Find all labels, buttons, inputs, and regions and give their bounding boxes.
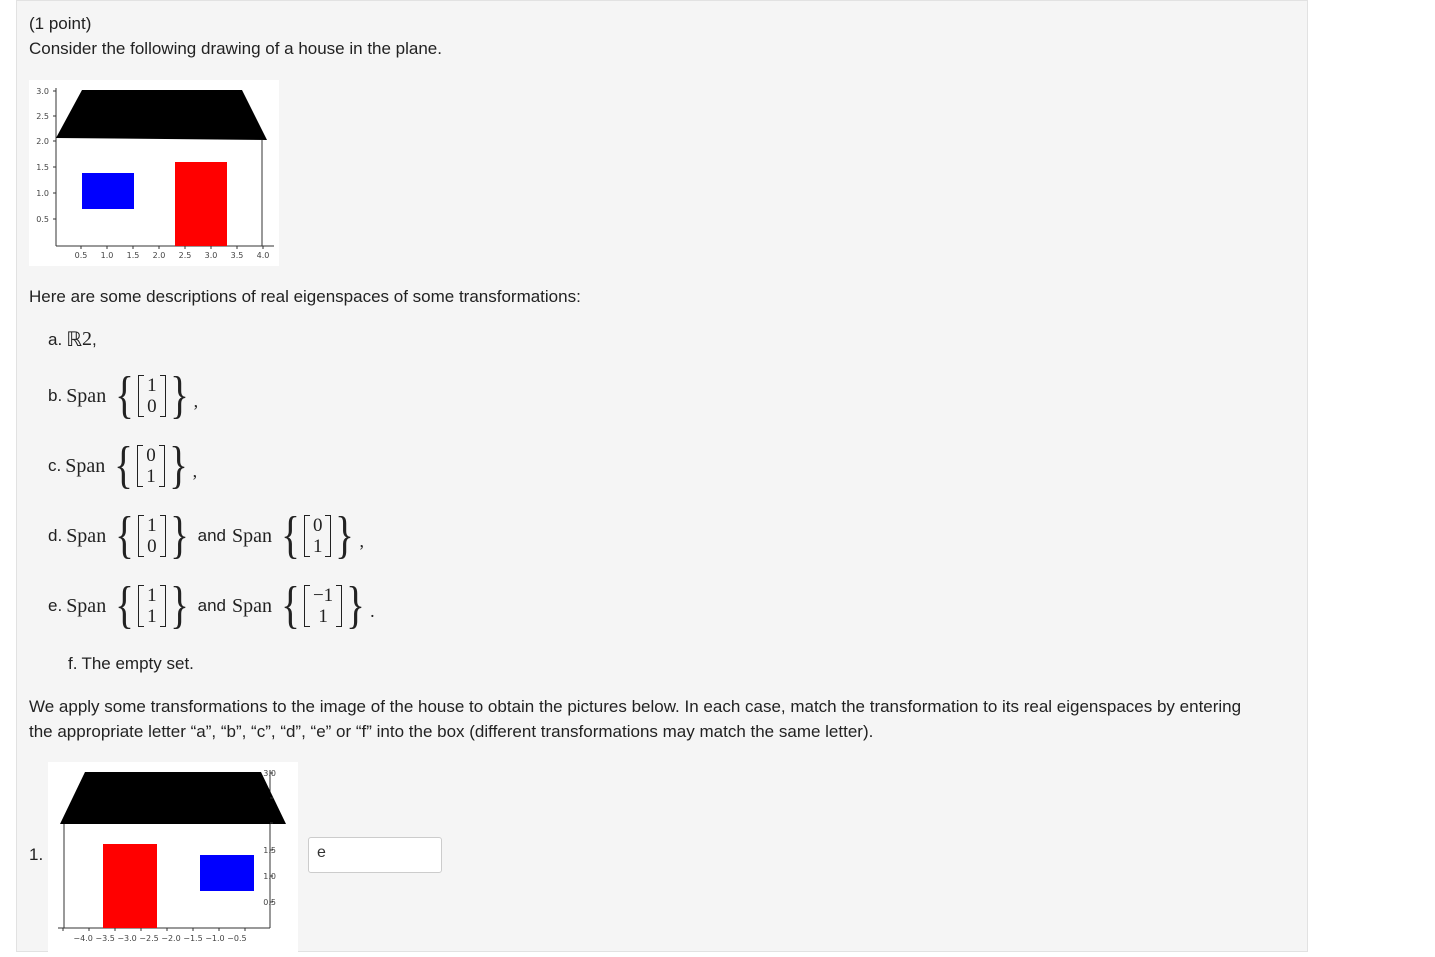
option-suffix: , xyxy=(192,461,198,481)
y-tick: 1.0 xyxy=(36,189,49,198)
vector: −1 1 xyxy=(304,585,342,627)
option-text: The empty set. xyxy=(81,654,194,673)
right-brace: } xyxy=(168,437,188,494)
option-label: a. xyxy=(48,329,63,349)
right-brace: } xyxy=(169,507,189,564)
roof-shape xyxy=(60,772,286,824)
vector: 0 1 xyxy=(137,445,165,487)
window-shape xyxy=(82,173,134,209)
instructions-line-1: We apply some transformations to the image of the house to obtain the pictures below. In each case, match the transformation to its real eigenspaces by entering xyxy=(29,697,1242,716)
left-brace: { xyxy=(115,577,135,634)
left-brace: { xyxy=(114,437,134,494)
x-tick: 3.5 xyxy=(230,251,244,260)
x-tick: 3.0 xyxy=(204,251,218,260)
right-brace: } xyxy=(169,577,189,634)
y-tick: 1.0 xyxy=(263,872,276,881)
right-brace: } xyxy=(169,367,189,424)
x-tick: 2.0 xyxy=(152,251,166,260)
x-tick: 4.0 xyxy=(256,251,270,260)
option-label: e. xyxy=(48,596,63,615)
y-tick: 1.5 xyxy=(263,846,276,855)
question-number: 1. xyxy=(29,845,44,864)
instructions-line-2: the appropriate letter “a”, “b”, “c”, “d”, “e” or “f” into the box (different transformations may match the same letter). xyxy=(29,722,874,741)
descriptions-intro: Here are some descriptions of real eigenspaces of some transformations: xyxy=(29,287,581,306)
answer-input-1[interactable]: e xyxy=(308,837,442,873)
y-tick: 3.0 xyxy=(36,87,49,96)
and-word: and xyxy=(197,596,226,615)
x-tick: 0.5 xyxy=(74,251,88,260)
y-tick: 3.0 xyxy=(263,769,276,778)
option-suffix: . xyxy=(370,601,375,621)
option-suffix: , xyxy=(193,391,199,411)
original-house-svg xyxy=(29,80,279,266)
option-label: c. xyxy=(48,456,62,475)
door-shape xyxy=(103,844,157,928)
x-tick-labels: −4.0 −3.5 −3.0 −2.5 −2.0 −1.5 −1.0 −0.5 xyxy=(73,934,247,943)
span-word: Span xyxy=(66,384,107,407)
original-house-plot xyxy=(29,80,279,266)
span-word: Span xyxy=(232,594,272,617)
exponent: 2 xyxy=(82,328,93,350)
option-d xyxy=(48,507,364,564)
option-e xyxy=(48,577,375,634)
right-brace: } xyxy=(346,577,366,634)
vector: 1 0 xyxy=(138,375,166,417)
option-label: f. xyxy=(68,654,78,673)
option-label: b. xyxy=(48,386,63,405)
option-a xyxy=(48,327,97,352)
window-shape xyxy=(200,855,254,891)
option-b xyxy=(48,367,199,424)
transformed-house-plot xyxy=(48,762,298,952)
left-brace: { xyxy=(281,507,300,564)
and-word: and xyxy=(197,526,226,545)
roof-shape xyxy=(56,90,267,140)
option-suffix: , xyxy=(359,531,364,551)
x-tick: 1.0 xyxy=(100,251,114,260)
y-tick: 0.5 xyxy=(263,898,276,907)
right-brace: } xyxy=(335,507,355,564)
option-label: d. xyxy=(48,526,63,545)
real-plane: ℝ xyxy=(66,329,83,351)
left-brace: { xyxy=(115,367,135,424)
vector: 1 0 xyxy=(138,515,166,557)
y-tick: 2.0 xyxy=(36,137,49,146)
y-tick: 0.5 xyxy=(36,215,49,224)
span-word: Span xyxy=(66,594,107,617)
vector: 0 1 xyxy=(304,515,332,557)
x-tick: 2.5 xyxy=(178,251,192,260)
option-f xyxy=(68,654,194,674)
vector: 1 1 xyxy=(138,585,166,627)
transformed-house-svg xyxy=(48,762,298,952)
span-word: Span xyxy=(66,524,107,547)
y-tick: 2.5 xyxy=(36,112,49,121)
x-tick: 1.5 xyxy=(126,251,140,260)
span-word: Span xyxy=(65,454,106,477)
y-tick: 1.5 xyxy=(36,163,49,172)
span-word: Span xyxy=(232,524,272,547)
left-brace: { xyxy=(281,577,300,634)
intro-text: Consider the following drawing of a house in the plane. xyxy=(29,39,442,58)
left-brace: { xyxy=(115,507,135,564)
points-label: (1 point) xyxy=(29,14,92,33)
option-suffix: , xyxy=(92,329,97,349)
door-shape xyxy=(175,162,227,246)
option-c xyxy=(48,437,198,494)
